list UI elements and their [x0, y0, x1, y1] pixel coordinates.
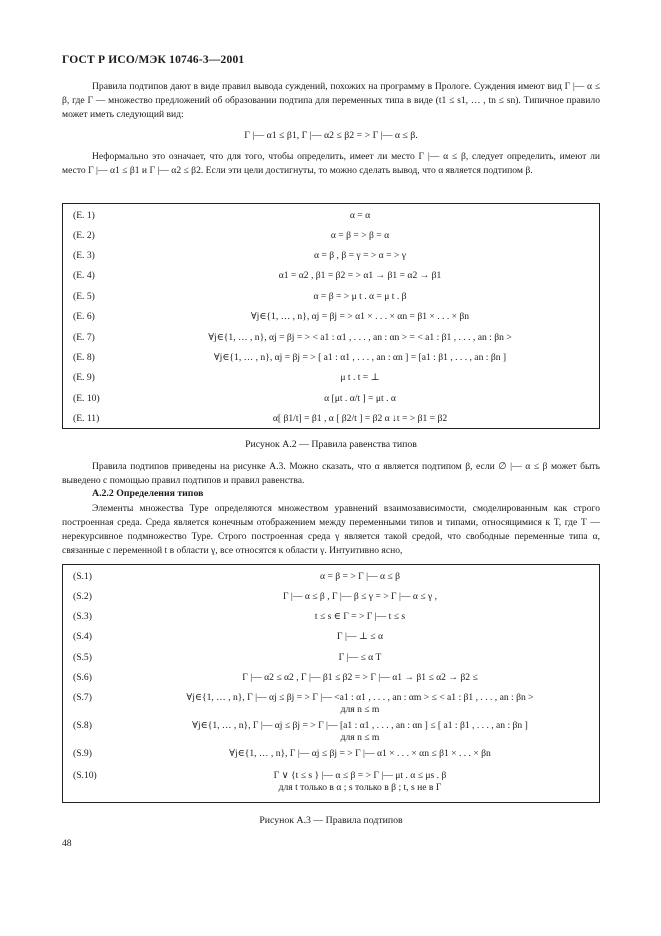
- rule-row: [63, 311, 599, 325]
- rule-expression: Γ |— ⊥ ≤ α: [337, 631, 383, 642]
- rule-label: (E. 8): [73, 352, 95, 363]
- rule-expression: ∀j∈{1, … , n}, αj = βj = > [ a1 : α1 , . . . , an : αn ] = [a1 : β1 , . . . , an : βn ]: [213, 352, 507, 363]
- rule-label: (S.1): [73, 571, 92, 582]
- rule-row: [63, 250, 599, 264]
- rule-label: (E. 11): [73, 413, 100, 424]
- rule-expression: μ t . t = ⊥: [340, 372, 380, 383]
- section-heading-a22: А.2.2 Определения типов: [92, 488, 204, 499]
- rule-label: (S.3): [73, 611, 92, 622]
- paragraph-type-definitions: Элементы множества Type определяются множеством уравнений взаимозависимости, смоделированным как строго построенная среда. Среда является конечным отображением между переменными типов и типами, относящимися к Т, где Т — нерекурсивное подмножество Type. Строго построенная среда γ является такой средой, что свободные переменные типа α, связанные с переменной t в области γ, все относятся к области γ. Интуитивно ясно,: [62, 503, 600, 556]
- rule-label: (E. 2): [73, 230, 95, 241]
- rule-expression: α = β = > Γ |— α ≤ β: [320, 571, 400, 582]
- rule-label: (S.6): [73, 672, 92, 683]
- rule-label: (E. 10): [73, 393, 100, 404]
- rule-expression: Γ |— α2 ≤ α2 , Γ |— β1 ≤ β2 = > Γ |— α1 → β1 ≤ α2 → β2 ≤: [242, 672, 478, 683]
- rule-expression: ∀j∈{1, … , n}, αj = βj = > α1 × . . . × αn = β1 × . . . × βn: [250, 311, 470, 322]
- rule-row: [63, 413, 599, 427]
- rule-expression: α = β = > β = α: [330, 230, 390, 241]
- rule-expression: Γ |— ≤ α T: [338, 652, 382, 663]
- rule-label: (S.4): [73, 631, 92, 642]
- rule-label: (S.10): [73, 770, 97, 781]
- formula-typical-rule: Γ |— α1 ≤ β1, Γ |— α2 ≤ β2 = > Γ |— α ≤ β.: [244, 130, 418, 141]
- rule-row: [63, 393, 599, 407]
- rule-expression: ∀j∈{1, … , n}, Γ |— αj ≤ βj = > Γ |— [a1 : α1 , . . . , an : αn ] ≤ [ a1 : β1 , . . . , an : βn ]: [192, 720, 528, 731]
- rule-condition: для n ≤ m: [340, 704, 380, 715]
- rule-expression: α [μt . α/t ] = μt . α: [324, 393, 396, 404]
- rule-label: (E. 5): [73, 291, 95, 302]
- rule-expression: Γ ∨ {t ≤ s } |— α ≤ β = > Γ |— μt . α ≤ μs . β: [273, 770, 447, 781]
- rule-expression: ∀j∈{1, … , n}, αj = βj = > < a1 : α1 , . . . , an : αn > = < a1 : β1 , . . . , an : βn >: [208, 332, 512, 343]
- rule-row: [63, 770, 599, 793]
- rule-expression: ∀j∈{1, … , n}, Γ |— αj ≤ βj = > Γ |— α1 × . . . × αn ≤ β1 × . . . × βn: [229, 748, 491, 759]
- rule-row: [63, 372, 599, 386]
- rule-row: [63, 270, 599, 284]
- figure-a3-subtype-rules: [62, 564, 600, 803]
- paragraph-subtype-rules-intro: Правила подтипов дают в виде правил вывода суждений, похожих на программу в Прологе. Суждения имеют вид Γ |— α ≤ β, где Γ — множество предложений об образовании подтипа для переменных типа в виде (t1 ≤ s1, … , tn ≤ sn). Типичное правило может иметь следующий вид:: [62, 81, 600, 120]
- page-number: 48: [62, 838, 72, 849]
- caption-figure-a2: Рисунок А.2 — Правила равенства типов: [245, 439, 417, 450]
- rule-label: (E. 3): [73, 250, 95, 261]
- rule-label: (S.9): [73, 748, 92, 759]
- rule-label: (E. 1): [73, 210, 95, 221]
- rule-expression: α = α: [349, 210, 371, 221]
- rule-label: (S.8): [73, 720, 92, 731]
- rule-expression: α[ β1/t] = β1 , α [ β2/t ] = β2 α ↓t = > β1 = β2: [272, 413, 448, 424]
- rule-expression: ∀j∈{1, … , n}, Γ |— αj ≤ βj = > Γ |— <a1 : α1 , . . . , an : αm > ≤ < a1 : β1 , . . . , an : βn >: [186, 692, 534, 703]
- rule-row: [63, 672, 599, 686]
- figure-a2-equality-rules: [62, 203, 600, 429]
- rule-row: [63, 352, 599, 366]
- rule-expression: t ≤ s ∈ Γ = > Γ |— t ≤ s: [314, 611, 406, 622]
- paragraph-subtype-reference: Правила подтипов приведены на рисунке А.3. Можно сказать, что α является подтипом β, если ∅ |— α ≤ β может быть выведено с помощью правил подтипов и правил равенства.: [62, 461, 600, 486]
- rule-condition: для n ≤ m: [340, 732, 380, 743]
- rule-label: (E. 6): [73, 311, 95, 322]
- rule-label: (E. 9): [73, 372, 95, 383]
- rule-row: [63, 332, 599, 346]
- rule-expression: α = β = > μ t . α = μ t . β: [313, 291, 407, 302]
- rule-expression: α1 = α2 , β1 = β2 = > α1 → β1 = α2 → β1: [278, 270, 442, 281]
- rule-row: [63, 571, 599, 585]
- rule-label: (E. 7): [73, 332, 95, 343]
- rule-label: (E. 4): [73, 270, 95, 281]
- caption-figure-a3: Рисунок А.3 — Правила подтипов: [259, 815, 403, 826]
- document-header: ГОСТ Р ИСО/МЭК 10746-3—2001: [62, 54, 245, 66]
- rule-row: [63, 210, 599, 224]
- rule-row: [63, 611, 599, 625]
- rule-row: [63, 748, 599, 762]
- rule-expression: α = β , β = γ = > α = > γ: [314, 250, 406, 261]
- paragraph-informal-meaning: Неформально это означает, что для того, чтобы определить, имеет ли место Γ |— α ≤ β, следует определить, имеют ли место Γ |— α1 ≤ β1 и Γ |— α2 ≤ β2. Если эти цели достигнуты, то можно сделать вывод, что α является подтипом β.: [62, 151, 600, 176]
- rule-label: (S.7): [73, 692, 92, 703]
- rule-row: [63, 692, 599, 715]
- rule-row: [63, 631, 599, 645]
- rule-row: [63, 652, 599, 666]
- rule-row: [63, 591, 599, 605]
- rule-row: [63, 230, 599, 244]
- rule-condition: для t только в α ; s только в β ; t, s не в Γ: [278, 782, 442, 793]
- rule-expression: Γ |— α ≤ β , Γ |— β ≤ γ = > Γ |— α ≤ γ ,: [282, 591, 438, 602]
- rule-label: (S.5): [73, 652, 92, 663]
- rule-label: (S.2): [73, 591, 92, 602]
- rule-row: [63, 291, 599, 305]
- rule-row: [63, 720, 599, 743]
